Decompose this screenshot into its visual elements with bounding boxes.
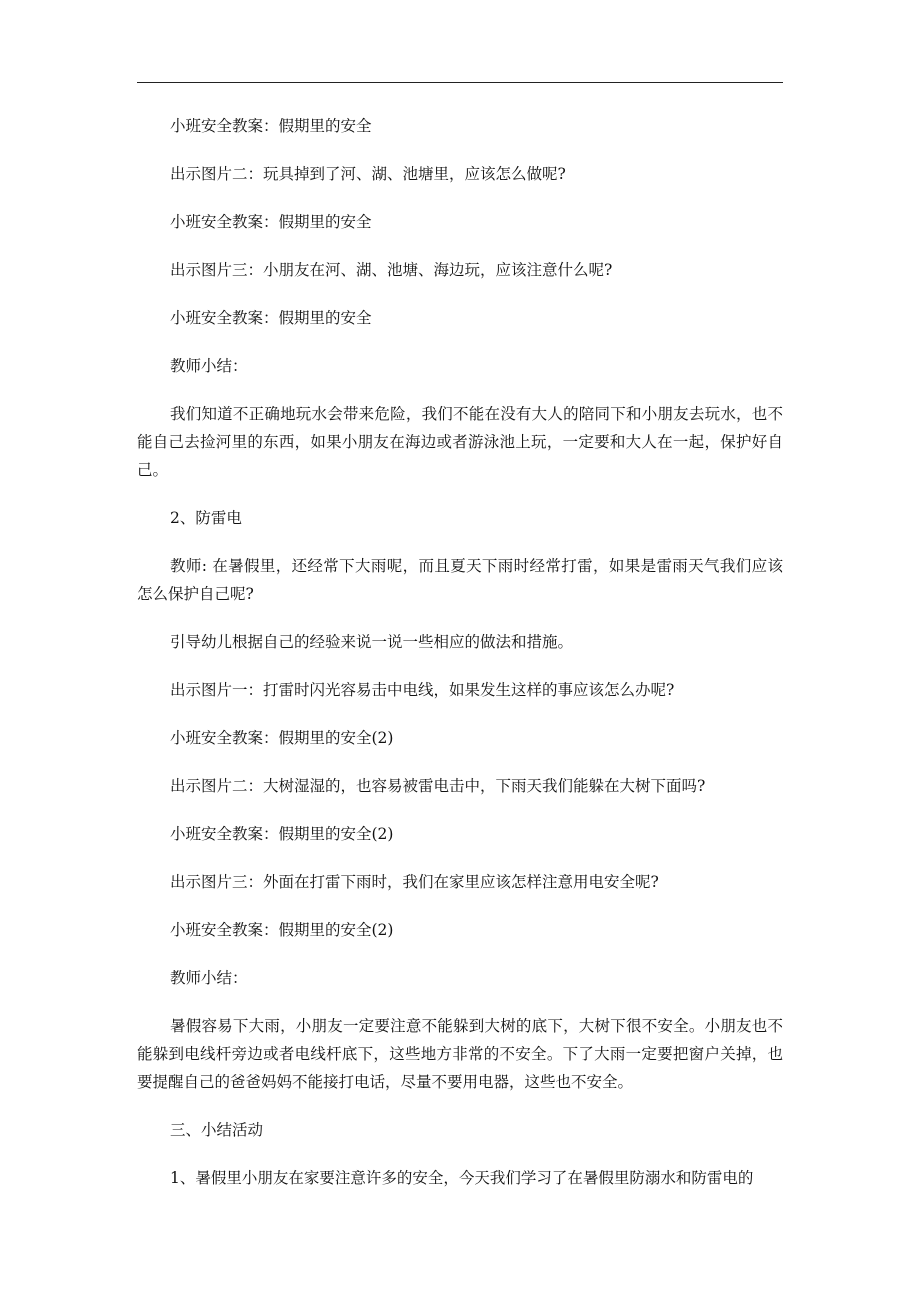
paragraph: 出示图片二：玩具掉到了河、湖、池塘里，应该怎么做呢? — [170, 165, 566, 183]
paragraph: 小班安全教案：假期里的安全(2) — [170, 729, 394, 747]
paragraph: 出示图片二：大树湿湿的，也容易被雷电击中，下雨天我们能躲在大树下面吗? — [170, 777, 706, 795]
paragraph: 小班安全教案：假期里的安全(2) — [170, 825, 394, 843]
paragraph: 暑假容易下大雨，小朋友一定要注意不能躲到大树的底下，大树下很不安全。小朋友也不能躲到电线杆旁边或者电线杆底下，这些地方非常的不安全。下了大雨一定要把窗户关掉，也要提醒自己的爸爸妈妈不能接打电话，尽量不要用电器，这些也不安全。 — [137, 1017, 783, 1091]
section-heading: 三、小结活动 — [170, 1121, 264, 1139]
paragraph: 我们知道不正确地玩水会带来危险，我们不能在没有大人的陪同下和小朋友去玩水，也不能自己去捡河里的东西，如果小朋友在海边或者游泳池上玩，一定要和大人在一起，保护好自己。 — [137, 405, 783, 479]
paragraph: 小班安全教案：假期里的安全(2) — [170, 921, 394, 939]
paragraph: 小班安全教案：假期里的安全 — [170, 117, 372, 135]
document-body — [137, 112, 783, 1212]
section-heading: 2、防雷电 — [170, 509, 242, 527]
header-rule — [137, 82, 783, 83]
paragraph: 出示图片一：打雷时闪光容易击中电线，如果发生这样的事应该怎么办呢? — [170, 681, 675, 699]
paragraph: 教师小结： — [170, 357, 248, 375]
paragraph: 小班安全教案：假期里的安全 — [170, 213, 372, 231]
paragraph: 出示图片三：外面在打雷下雨时，我们在家里应该怎样注意用电安全呢? — [170, 873, 659, 891]
paragraph: 1、暑假里小朋友在家要注意许多的安全，今天我们学习了在暑假里防溺水和防雷电的 — [170, 1169, 754, 1187]
paragraph: 小班安全教案：假期里的安全 — [170, 309, 372, 327]
paragraph: 出示图片三：小朋友在河、湖、池塘、海边玩，应该注意什么呢? — [170, 261, 613, 279]
paragraph: 教师: 在暑假里，还经常下大雨呢，而且夏天下雨时经常打雷，如果是雷雨天气我们应该怎么保护自己呢? — [137, 557, 783, 603]
paragraph: 引导幼儿根据自己的经验来说一说一些相应的做法和措施。 — [170, 633, 574, 651]
paragraph: 教师小结： — [170, 969, 248, 987]
